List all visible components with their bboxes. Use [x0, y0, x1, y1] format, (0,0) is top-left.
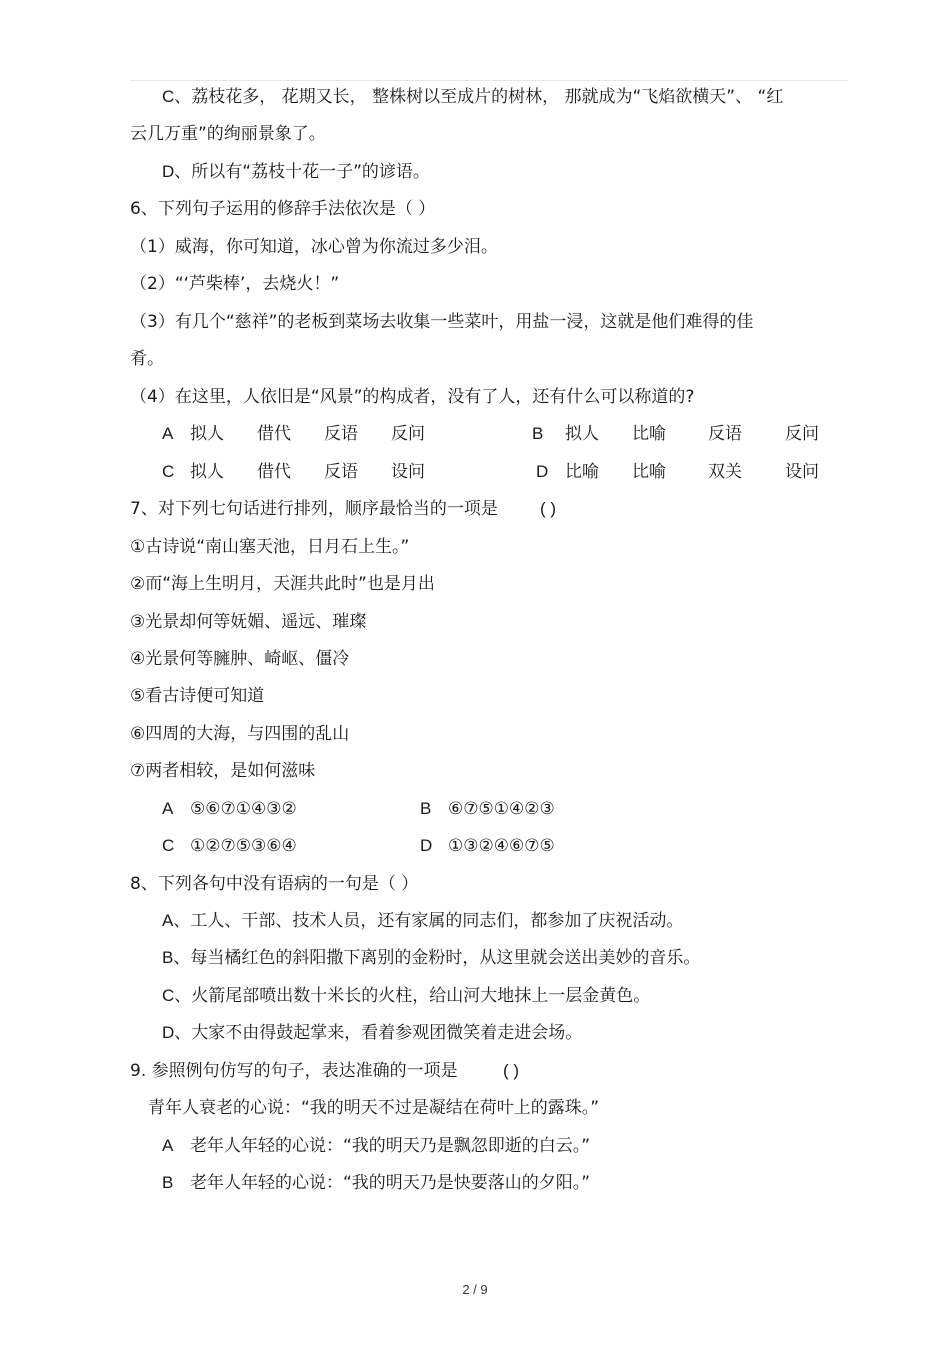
option-mark: B: [420, 799, 432, 818]
q8-option-a: [162, 910, 683, 932]
option-item: 拟人: [565, 424, 599, 444]
q9-stem: 9. 参照例句仿写的句子，表达准确的一项是: [130, 1061, 458, 1081]
option-item: 拟人: [190, 462, 224, 482]
option-mark: B: [162, 1173, 174, 1192]
option-mark: D: [420, 836, 433, 855]
option-mark: C: [162, 87, 175, 106]
option-mark: A: [162, 424, 174, 443]
q7-item: ④光景何等臃肿、崎岖、僵冷: [130, 649, 350, 669]
q8-option-b: [162, 947, 700, 969]
option-mark: A: [162, 799, 174, 818]
q8-option-c: [162, 985, 650, 1007]
q6-sentence-1: （1）威海，你可知道，冰心曾为你流过多少泪。: [130, 237, 498, 257]
option-item: 反语: [708, 424, 742, 444]
header-rule: [130, 80, 848, 81]
q7-stem: 7、对下列七句话进行排列，顺序最恰当的一项是: [130, 499, 498, 519]
option-mark: D: [162, 162, 175, 181]
option-mark: B: [162, 948, 174, 967]
q6-sentence-4: （4）在这里，人依旧是“风景”的构成者，没有了人，还有什么可以称道的?: [130, 387, 695, 407]
q7-item: ②而“海上生明月，天涯共此时”也是月出: [130, 574, 435, 594]
option-text: 、荔枝花多， 花期又长， 整株树以至成片的树林， 那就成为“飞焰欲横天”、 “红: [174, 87, 784, 107]
option-item: 借代: [257, 462, 291, 482]
q9-example: 青年人衰老的心说：“我的明天不过是凝结在荷叶上的露珠。”: [148, 1098, 600, 1118]
q6-stem: 6、下列句子运用的修辞手法依次是（ ）: [130, 199, 436, 219]
option-text: 、火箭尾部喷出数十米长的火柱，给山河大地抹上一层金黄色。: [174, 986, 651, 1006]
option-item: 比喻: [565, 462, 599, 482]
option-text: 老年人年轻的心说：“我的明天乃是快要落山的夕阳。”: [190, 1173, 591, 1193]
option-text: ①③②④⑥⑦⑤: [448, 836, 555, 856]
q5-option-c-line1: [162, 86, 783, 108]
option-text: 、所以有“荔枝十花一子”的谚语。: [174, 162, 430, 182]
q7-item: ⑦两者相较，是如何滋味: [130, 761, 316, 781]
option-mark: D: [162, 1023, 175, 1042]
option-item: 比喻: [632, 424, 666, 444]
option-mark: A: [162, 1136, 174, 1155]
q5-option-d: [162, 161, 430, 183]
option-item: 设问: [391, 462, 425, 482]
option-item: 反语: [324, 424, 358, 444]
option-item: 比喻: [632, 462, 666, 482]
option-item: 借代: [257, 424, 291, 444]
q8-option-d: [162, 1022, 582, 1044]
option-mark: C: [162, 462, 175, 481]
option-mark: B: [532, 424, 544, 443]
q6-sentence-3-line2: 肴。: [130, 349, 164, 369]
page-number: 2 / 9: [462, 1282, 488, 1297]
q6-sentence-2: （2）“‘芦柴棒’，去烧火！”: [130, 274, 340, 294]
option-mark: A: [162, 911, 174, 930]
option-item: 拟人: [190, 424, 224, 444]
q5-option-c-line2: 云几万重”的绚丽景象了。: [130, 124, 326, 144]
option-mark: D: [536, 462, 549, 481]
option-text: 、工人、干部、技术人员，还有家属的同志们，都参加了庆祝活动。: [173, 911, 684, 931]
option-item: 反问: [785, 424, 819, 444]
option-text: ⑤⑥⑦①④③②: [190, 799, 297, 819]
q7-item: ③光景却何等妩媚、遥远、璀璨: [130, 612, 367, 632]
option-text: ①②⑦⑤③⑥④: [190, 836, 297, 856]
option-item: 反问: [391, 424, 425, 444]
q7-item: ①古诗说“南山塞天池，日月石上生。”: [130, 537, 410, 557]
option-mark: C: [162, 836, 175, 855]
option-mark: C: [162, 986, 175, 1005]
q8-stem: 8、下列各句中没有语病的一句是（ ）: [130, 874, 419, 894]
option-item: 双关: [708, 462, 742, 482]
option-text: 老年人年轻的心说：“我的明天乃是飘忽即逝的白云。”: [190, 1136, 591, 1156]
option-item: 设问: [785, 462, 819, 482]
option-text: 、大家不由得鼓起掌来，看着参观团微笑着走进会场。: [174, 1023, 583, 1043]
q9-answer-paren: ( ): [503, 1061, 520, 1080]
option-item: 反语: [324, 462, 358, 482]
q7-item: ⑥四周的大海，与四围的乱山: [130, 724, 350, 744]
q7-item: ⑤看古诗便可知道: [130, 686, 265, 706]
option-text: ⑥⑦⑤①④②③: [448, 799, 555, 819]
q7-answer-paren: ( ): [540, 499, 557, 518]
q6-sentence-3-line1: （3）有几个“慈祥”的老板到菜场去收集一些菜叶，用盐一浸，这就是他们难得的佳: [130, 312, 754, 332]
option-text: 、每当橘红色的斜阳撒下离别的金粉时，从这里就会送出美妙的音乐。: [173, 948, 701, 968]
